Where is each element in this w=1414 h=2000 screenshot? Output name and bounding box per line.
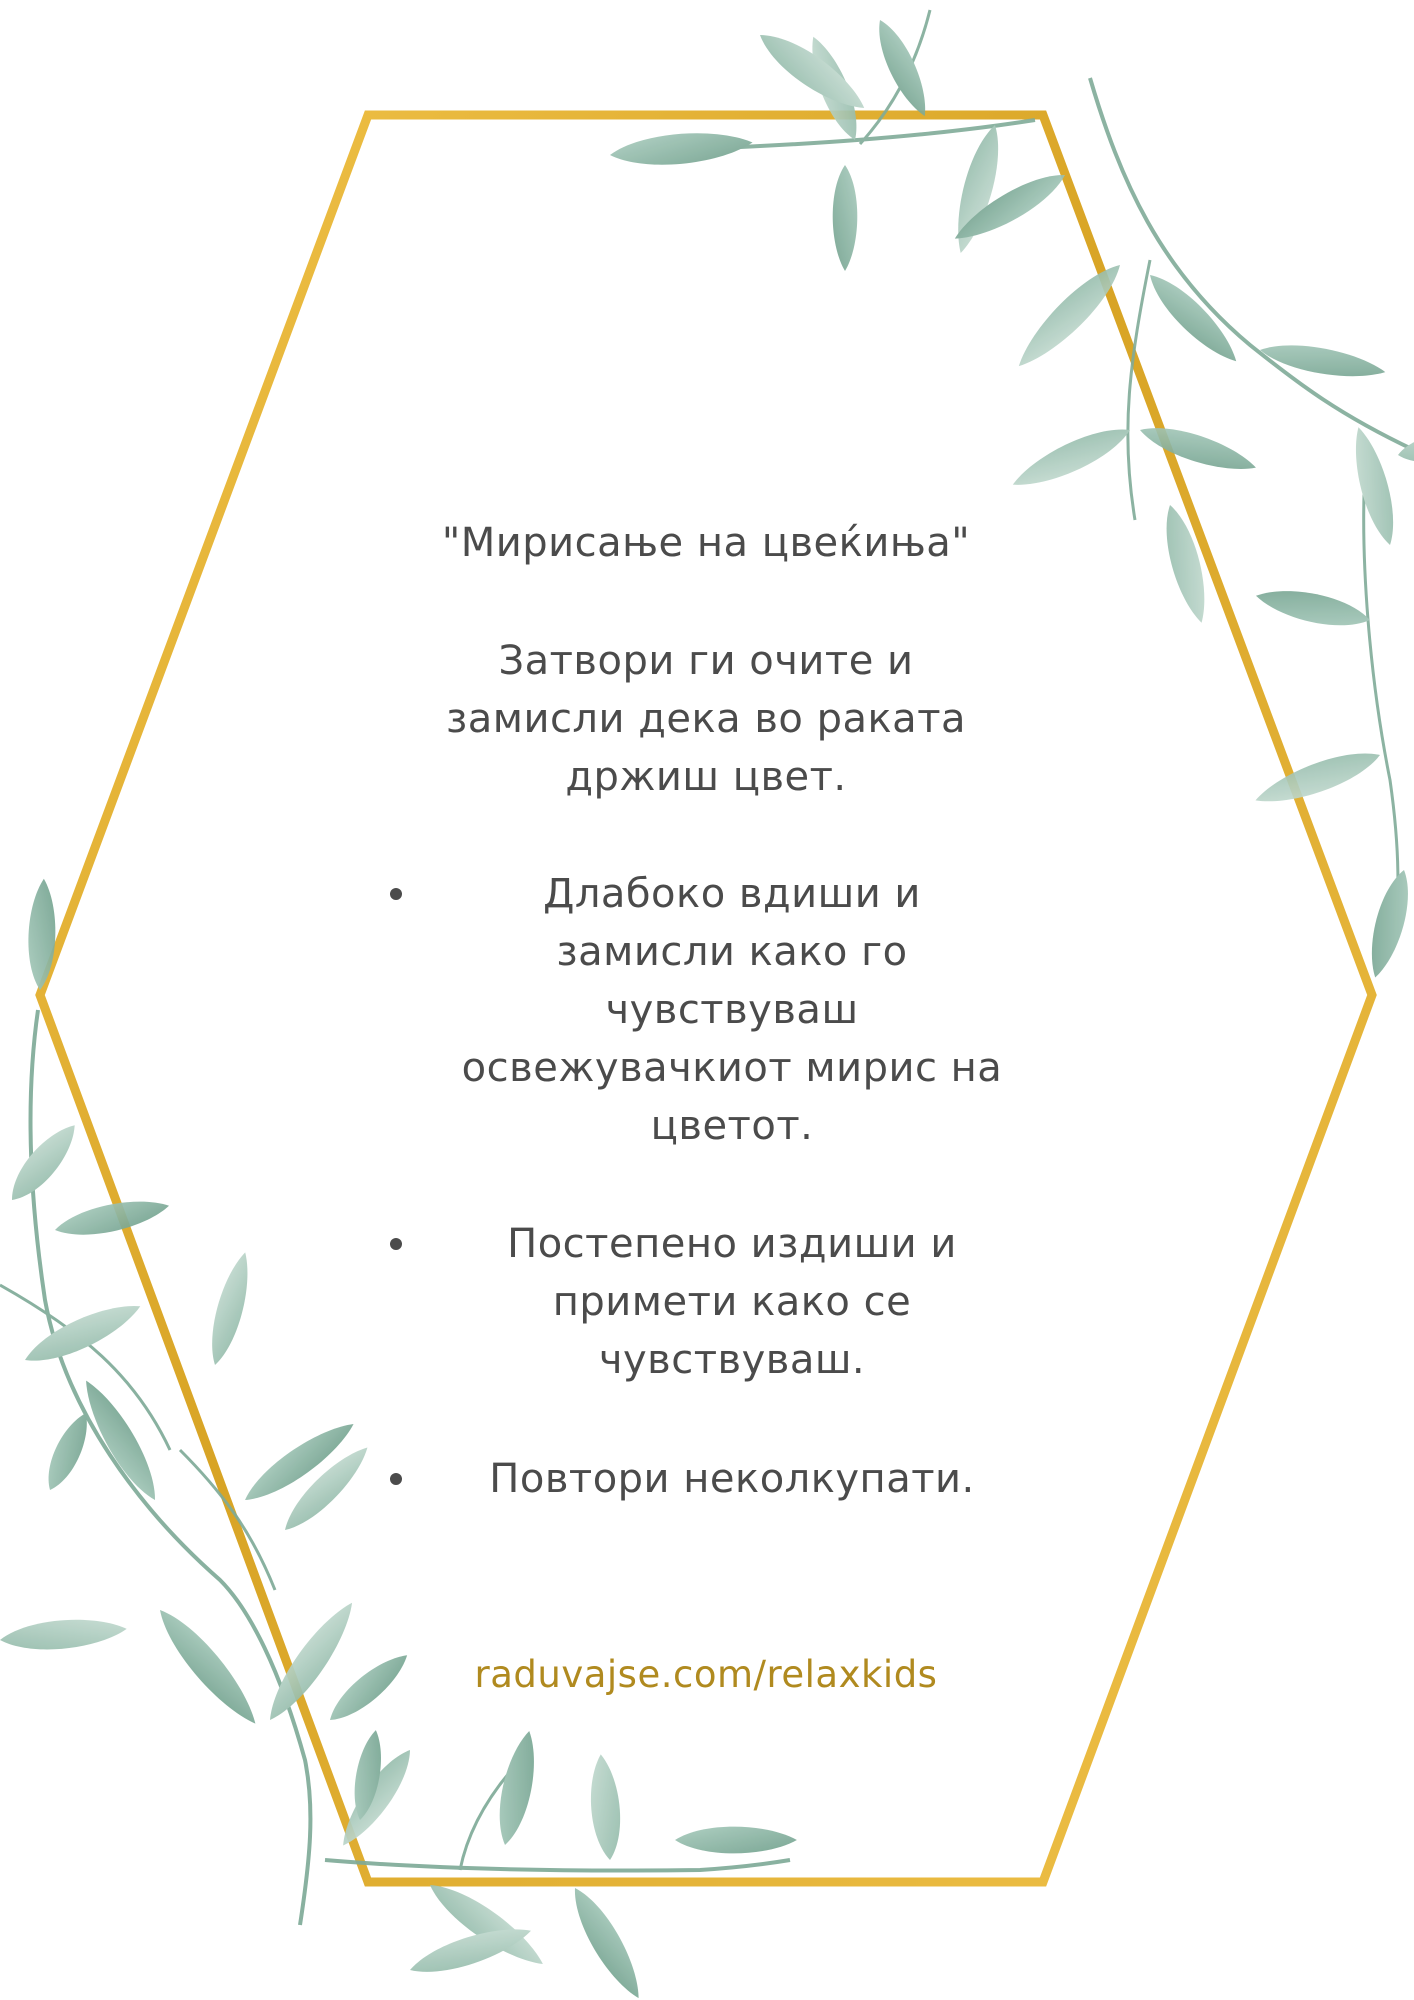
bullet-step-1 (390, 888, 402, 900)
page-title: "Мирисање на цвеќиња" (441, 520, 971, 566)
step-1-line-5: цветот. (650, 1103, 814, 1149)
bullet-step-3 (390, 1473, 402, 1485)
step-1-line-1: Длабоко вдиши и (543, 871, 921, 917)
intro-line-1: Затвори ги очите и (498, 638, 914, 684)
intro-line-2: замисли дека во раката (445, 696, 967, 742)
step-3-line-1: Повтори неколкупати. (489, 1456, 975, 1502)
website-link[interactable]: raduvajse.com/relaxkids (474, 1653, 938, 1696)
step-2-line-1: Постепено издиши и (507, 1221, 957, 1267)
step-2-line-2: примети како се (552, 1279, 912, 1325)
step-2-line-3: чувствуваш. (598, 1337, 866, 1383)
step-1-line-4: освежувачкиот мирис на (461, 1045, 1003, 1091)
step-1-line-3: чувствуваш (605, 987, 859, 1033)
step-1-line-2: замисли како го (556, 929, 908, 975)
bullet-step-2 (390, 1238, 402, 1250)
intro-line-3: држиш цвет. (565, 754, 847, 800)
